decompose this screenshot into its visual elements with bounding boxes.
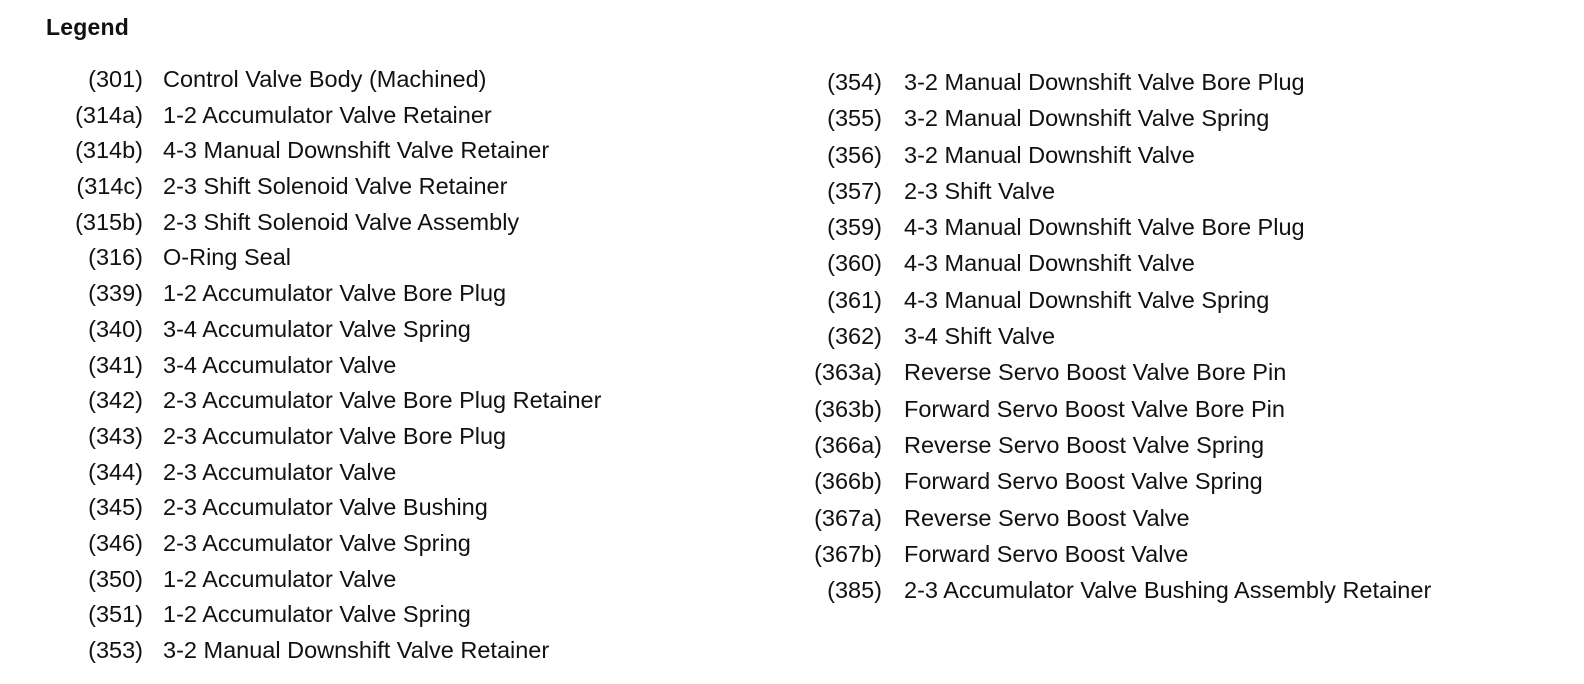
legend-entry [770,395,1470,431]
legend-entry [770,576,1470,640]
legend-entry [770,358,1470,394]
legend-entry [0,600,760,636]
part-number: (354) [827,69,882,95]
legend-entry [0,136,760,172]
part-number: (363a) [814,359,882,386]
part-description: 2-3 Shift Solenoid Valve Retainer [163,173,508,200]
part-number: (315b) [75,208,143,235]
part-description: Forward Servo Boost Valve Spring [904,468,1263,495]
part-number: (367a) [814,504,882,531]
part-number: (351) [88,601,143,628]
part-number: (344) [88,458,143,485]
legend-entry [0,172,760,208]
legend-entry [0,351,760,387]
part-number: (357) [827,177,882,204]
part-description: Forward Servo Boost Valve Bore Pin [904,395,1285,422]
legend-entry [770,540,1470,576]
part-number: (350) [88,565,143,592]
legend-entry [0,529,760,565]
part-description: 4-3 Manual Downshift Valve [904,250,1195,277]
legend-entry [770,213,1470,249]
part-number: (356) [827,141,882,168]
part-number: (301) [88,66,143,92]
part-number: (362) [827,323,882,350]
legend-entry [0,315,760,351]
part-number: (314c) [76,173,143,200]
legend-left-column [0,65,760,672]
legend-entry [770,467,1470,503]
legend-entry [0,386,760,422]
legend-entry [770,177,1470,213]
part-number: (361) [827,286,882,313]
part-number: (340) [88,315,143,342]
part-description: 3-2 Manual Downshift Valve Retainer [163,637,550,663]
part-number: (367b) [814,540,882,567]
legend-entry [770,141,1470,177]
part-number: (355) [827,105,882,132]
part-number: (343) [88,422,143,449]
part-number: (339) [88,280,143,307]
part-description: 4-3 Manual Downshift Valve Retainer [163,137,550,164]
legend-entry [0,208,760,244]
part-description: Control Valve Body (Machined) [163,66,487,92]
part-description: 2-3 Accumulator Valve Spring [163,529,471,556]
part-description: 4-3 Manual Downshift Valve Bore Plug [904,214,1305,241]
part-description: 3-4 Accumulator Valve Spring [163,315,471,342]
part-description: 1-2 Accumulator Valve Retainer [163,101,492,128]
part-description: 2-3 Accumulator Valve Bushing [163,494,488,521]
part-description: Forward Servo Boost Valve [904,540,1189,567]
part-number: (314a) [75,101,143,128]
part-number: (366a) [814,431,882,458]
part-number: (353) [88,637,143,663]
legend-entry [770,68,1470,104]
legend-entry [0,279,760,315]
legend-entry [770,249,1470,285]
legend-entry [0,101,760,137]
legend-entry [0,565,760,601]
part-number: (345) [88,494,143,521]
part-description: 2-3 Accumulator Valve Bushing Assembly Retainer [904,577,1432,604]
part-number: (366b) [814,468,882,495]
part-description: 2-3 Shift Solenoid Valve Assembly [163,208,520,235]
legend-entry [0,493,760,529]
part-description: 1-2 Accumulator Valve Spring [163,601,471,628]
legend-entry [0,636,760,672]
part-description: 3-2 Manual Downshift Valve Spring [904,105,1270,132]
part-description: 4-3 Manual Downshift Valve Spring [904,286,1270,313]
legend-entry [770,322,1470,358]
part-number: (314b) [75,137,143,164]
part-number: (360) [827,250,882,277]
part-description: Reverse Servo Boost Valve [904,504,1190,531]
legend-entry [770,431,1470,467]
part-number: (346) [88,529,143,556]
legend-title: Legend [46,14,129,40]
part-description: 2-3 Accumulator Valve [163,458,397,485]
part-description: 3-4 Accumulator Valve [163,351,397,378]
legend-entry [0,422,760,458]
part-number: (359) [827,214,882,241]
part-description: Reverse Servo Boost Valve Bore Pin [904,359,1287,386]
legend-entry [770,104,1470,140]
part-number: (385) [827,577,882,604]
legend-entry [770,504,1470,540]
part-description: Reverse Servo Boost Valve Spring [904,431,1265,458]
legend-entry [770,286,1470,322]
part-description: 2-3 Accumulator Valve Bore Plug Retainer [163,387,602,414]
part-description: 1-2 Accumulator Valve Bore Plug [163,280,507,307]
part-description: 3-2 Manual Downshift Valve Bore Plug [904,69,1305,95]
part-number: (316) [88,244,143,271]
part-number: (341) [88,351,143,378]
legend-entry [0,65,760,101]
part-description: 2-3 Accumulator Valve Bore Plug [163,422,507,449]
legend-right-column [770,68,1470,640]
legend-entry [0,243,760,279]
legend-entry [0,458,760,494]
part-description: 3-2 Manual Downshift Valve [904,141,1195,168]
part-description: O-Ring Seal [163,244,291,271]
part-number: (363b) [814,395,882,422]
part-description: 2-3 Shift Valve [904,177,1056,204]
part-number: (342) [88,387,143,414]
part-description: 1-2 Accumulator Valve [163,565,397,592]
part-description: 3-4 Shift Valve [904,323,1056,350]
